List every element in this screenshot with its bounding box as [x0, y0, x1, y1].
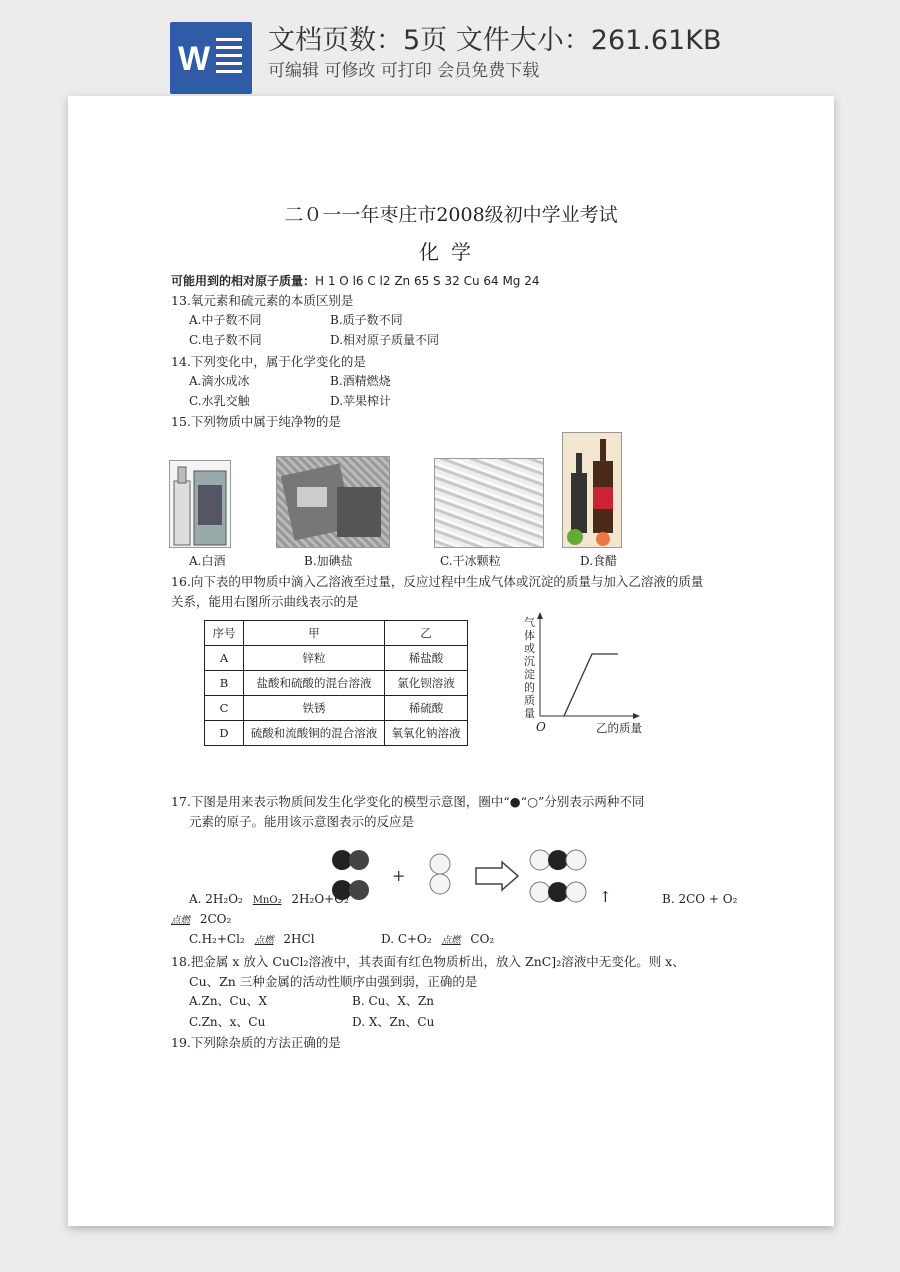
q18-option-b: B. Cu、X、Zn — [352, 994, 434, 1008]
graph-y-label: 气体或沉淀的质量 — [524, 616, 535, 720]
q13-option-d: D.相对原子质量不同 — [330, 333, 440, 347]
question-17-line2: 元素的原子。能用该示意图表示的反应是 — [189, 814, 415, 829]
reaction-model-diagram — [330, 846, 592, 908]
q17-option-a: A. 2H₂O₂ MnO₂ 2H₂O+O₂ — [189, 892, 349, 906]
question-15: 15.下列物质中属于纯净物的是 — [171, 414, 341, 429]
exam-subject: 化学 — [419, 240, 483, 264]
q14-option-a: A.滴水成冰 — [189, 374, 250, 388]
q15-option-b: B.加碘盐 — [304, 554, 353, 568]
question-18-line2: Cu、Zn 三种金属的活动性顺序由强到弱，正确的是 — [189, 974, 478, 989]
baijiu-bottle-image — [169, 460, 231, 548]
q14-option-c: C.水乳交触 — [189, 394, 250, 408]
q17-option-d: D. C+O₂ 点燃 CO₂ — [381, 932, 495, 946]
document-page — [68, 96, 834, 1226]
q15-option-d: D.食醋 — [580, 554, 618, 568]
q14-option-b: B.酒精燃烧 — [330, 374, 391, 388]
file-features: 可编辑 可修改 可打印 会员免费下载 — [268, 61, 540, 81]
question-13: 13.氧元素和硫元素的本质区别是 — [171, 293, 354, 308]
question-19: 19.下列除杂质的方法正确的是 — [171, 1035, 341, 1050]
word-document-icon: W — [170, 22, 252, 94]
table-row: B 盐酸和硫酸的混台溶液 氯化钡溶液 — [205, 671, 468, 696]
question-18-line1: 18.把金属 x 放入 CuCl₂溶液中，其表面有红色物质析出，放入 ZnC]₂溶液中无变化。则 x、 — [171, 954, 685, 969]
table-row: D 硫酸和流酸铜的混合溶液 氧氧化钠溶液 — [205, 721, 468, 746]
question-17-line1: 17.下图是用来表示物质间发生化学变化的模型示意图，圈中“●“○”分别表示两种不同 — [171, 794, 645, 809]
q17-option-c: C.H₂+Cl₂ 点燃 2HCl — [189, 932, 315, 946]
svg-text:+: + — [392, 866, 406, 885]
q17-option-b-product: 点燃 2CO₂ — [171, 912, 232, 926]
q17-option-b: B. 2CO + O₂ — [662, 892, 738, 906]
download-header — [0, 0, 900, 96]
q13-option-a: A.中子数不同 — [189, 313, 262, 327]
q16-table — [204, 620, 468, 746]
q13-option-c: C.电子数不同 — [189, 333, 262, 347]
question-16-line2: 关系，能用右图所示曲线表示的是 — [171, 594, 359, 609]
table-row: A 锌粒 稀盐酸 — [205, 646, 468, 671]
table-row: C 铁锈 稀硫酸 — [205, 696, 468, 721]
table-header-row: 序号 甲 乙 — [205, 621, 468, 646]
q18-option-a: A.Zn、Cu、X — [189, 994, 268, 1008]
iodized-salt-image — [276, 456, 390, 548]
vinegar-image — [562, 432, 622, 548]
dry-ice-image — [434, 458, 544, 548]
question-14: 14.下列变化中，属于化学变化的是 — [171, 354, 366, 369]
q18-option-c: C.Zn、x、Cu — [189, 1015, 266, 1029]
atomic-mass-line: 可能用到的相对原子质量：H 1 O l6 C l2 Zn 65 S 32 Cu 64 Mg 24 — [171, 274, 540, 288]
q13-option-b: B.质子数不同 — [330, 313, 403, 327]
gas-arrow-up: ↑ — [599, 888, 612, 906]
q15-option-c: C.干冰颗粒 — [440, 554, 501, 568]
q14-option-d: D.苹果榨计 — [330, 394, 392, 408]
graph-x-label: 乙的质量 — [596, 721, 642, 735]
file-info: 文档页数：5页 文件大小：261.61KB — [268, 25, 722, 56]
q18-option-d: D. X、Zn、Cu — [352, 1015, 435, 1029]
q15-option-a: A.白酒 — [189, 554, 226, 568]
exam-title: 二０一一年枣庄市2008级初中学业考试 — [284, 204, 618, 226]
graph-origin: O — [536, 720, 546, 734]
question-16-line1: 16.向下表的甲物质中滴入乙溶液至过量，反应过程中生成气体或沉淀的质量与加入乙溶液的质量 — [171, 574, 704, 589]
